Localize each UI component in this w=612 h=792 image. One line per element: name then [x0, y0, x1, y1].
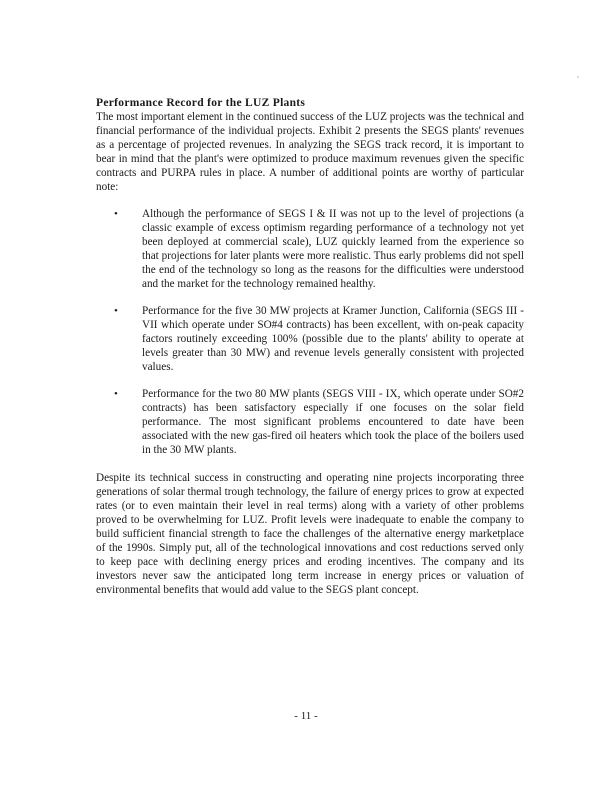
- spacer: [96, 457, 524, 471]
- bullet-list: [96, 207, 524, 457]
- bullet-item: [96, 207, 524, 291]
- bullet-text: Although the performance of SEGS I & II was not up to the level of projections (a classic example of excess optimism regarding performance of a technology not yet been deployed at commercial scale), LUZ quickly learned from the experience so that projections for later plants were more realistic. Thus early problems did not spell the end of the technology so long as the reasons for the difficulties were understood and the market for the technology remained healthy.: [142, 208, 524, 290]
- bullet-marker: •: [114, 388, 118, 400]
- bullet-item: [96, 387, 524, 457]
- bullet-marker: •: [114, 305, 118, 317]
- bullet-text: Performance for the two 80 MW plants (SEGS VIII - IX, which operate under SO#2 contracts) has been satisfactory especially if one focuses on the solar field performance. The most significant problems encountered to date have been associated with the new gas-fired oil heaters which took the place of the boilers used in the 30 MW plants.: [142, 388, 524, 456]
- intro-paragraph: The most important element in the continued success of the LUZ projects was the technical and financial performance of the individual projects. Exhibit 2 presents the SEGS plants' revenues as a percentage of projected revenues. In analyzing the SEGS track record, it is important to bear in mind that the plant's were optimized to produce maximum revenues given the specific contracts and PURPA rules in place. A number of additional points are worthy of particular note:: [96, 111, 524, 193]
- bullet-text: Performance for the five 30 MW projects at Kramer Junction, California (SEGS III - VII which operate under SO#4 contracts) has been excellent, with on-peak capacity factors routinely exceeding 100% (possible due to the plants' ability to operate at levels greater than 30 MW) and revenue levels generally consistent with projected values.: [142, 305, 524, 373]
- section-heading: Performance Record for the LUZ Plants: [96, 97, 306, 109]
- page-number: - 11 -: [294, 710, 318, 722]
- scan-artifact: [577, 76, 579, 78]
- conclusion-paragraph: Despite its technical success in constructing and operating nine projects incorporating three generations of solar thermal trough technology, the failure of energy prices to grow at expected rates (or to even maintain their level in real terms) along with a variety of other problems proved to be overwhelming for LUZ. Profit levels were inadequate to enable the company to build sufficient financial strength to face the challenges of the alternative energy marketplace of the 1990s. Simply put, all of the technological innovations and cost reductions served only to keep pace with declining energy prices and eroding incentives. The company and its investors never saw the anticipated long term increase in energy prices or valuation of environmental benefits that would add value to the SEGS plant concept.: [96, 472, 524, 596]
- document-page: [96, 96, 524, 597]
- bullet-marker: •: [114, 208, 118, 220]
- bullet-item: [96, 304, 524, 374]
